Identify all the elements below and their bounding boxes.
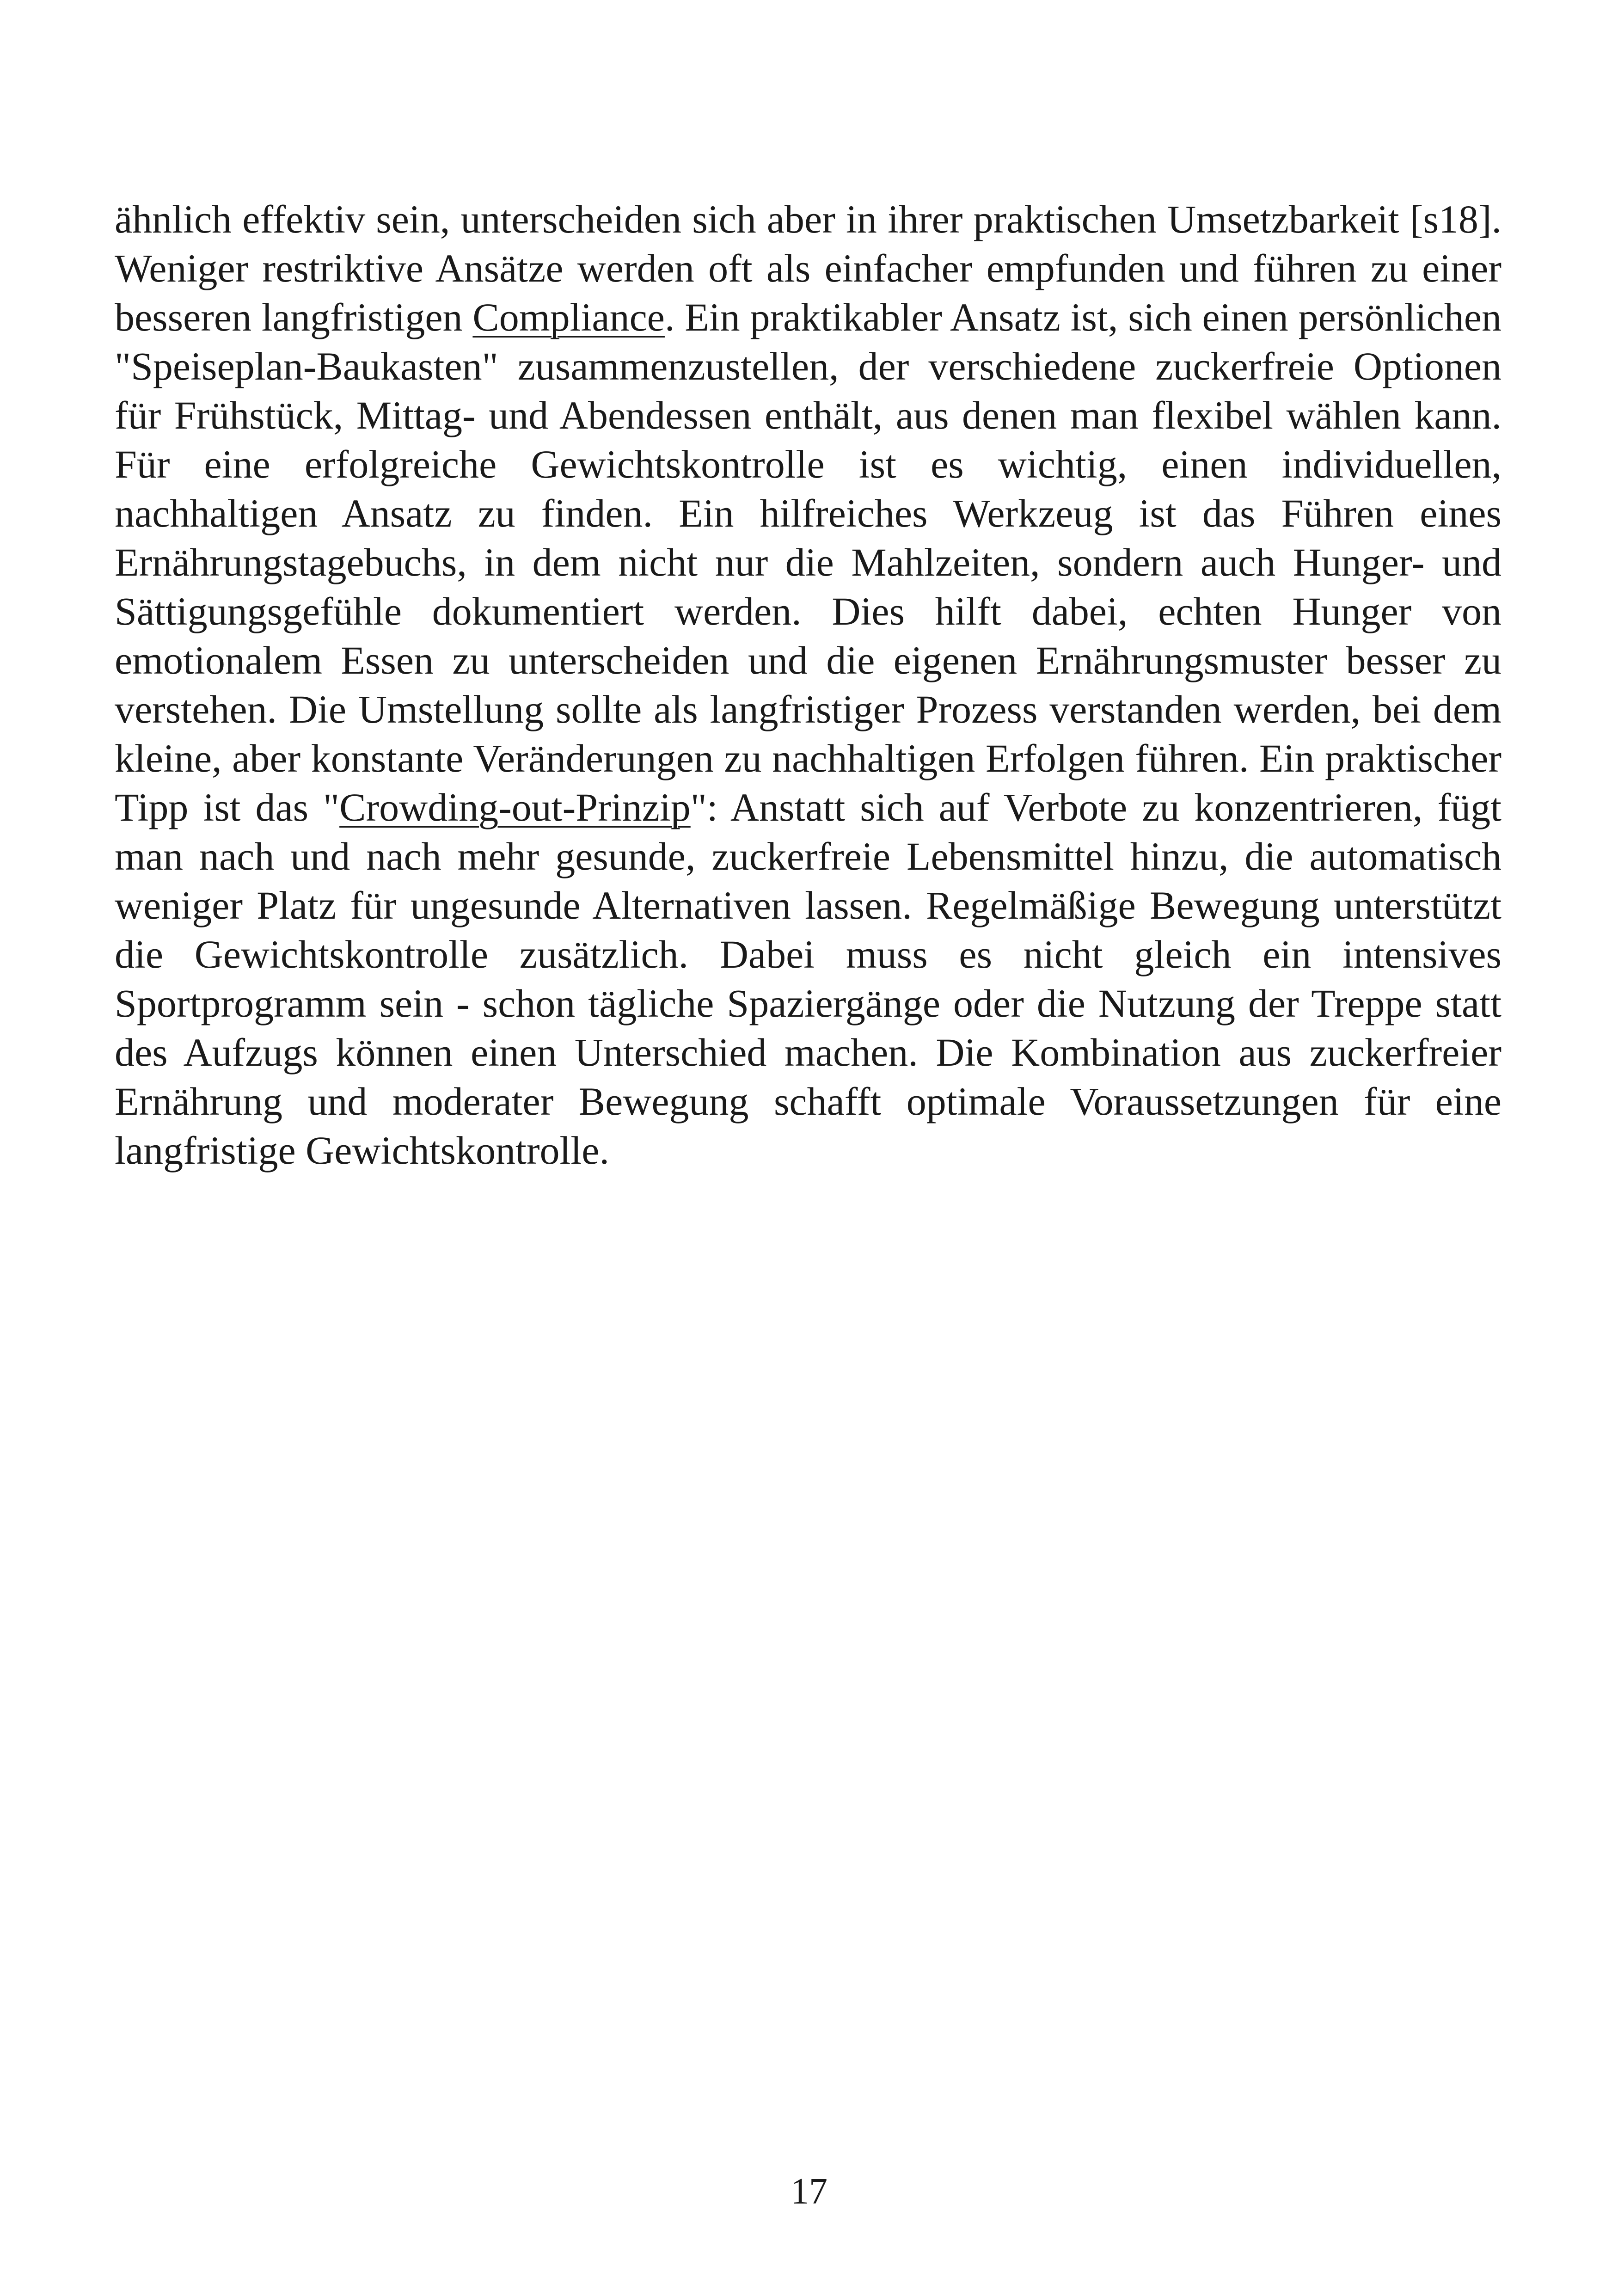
compliance-link[interactable]: Compliance [472, 295, 665, 339]
body-paragraph [115, 195, 1502, 1175]
paragraph-text-part-3: ": Anstatt sich auf Verbote zu konzentrieren, fügt man nach und nach mehr gesunde, zuckerfreie Lebensmittel hinzu, die automatisch weniger Platz für ungesunde Alternativen lassen. Regelmäßige Bewegung unterstützt die Gewichtskontrolle zusätzlich. Dabei muss es nicht gleich ein intensives Sportprogramm sein - schon tägliche Spaziergänge oder die Nutzung der Treppe statt des Aufzugs können einen Unterschied machen. Die Kombination aus zuckerfreier Ernährung und moderater Bewegung schafft optimale Voraussetzungen für eine langfristige Gewichtskontrolle. [115, 785, 1502, 1173]
paragraph-text-part-1: ähnlich effektiv sein, unterscheiden sich aber in ihrer praktischen Umsetzbarkeit [s18]. Weniger restriktive Ansätze werden oft als einfacher empfunden und führen zu einer besseren langfristigen [115, 197, 1502, 339]
crowding-out-link[interactable]: Crowding-out-Prinzip [339, 785, 691, 829]
page-number: 17 [791, 2171, 827, 2212]
paragraph-text-part-2: . Ein praktikabler Ansatz ist, sich einen persönlichen "Speiseplan-Baukasten" zusammenzustellen, der verschiedene zuckerfreie Optionen für Frühstück, Mittag- und Abendessen enthält, aus denen man flexibel wählen kann. Für eine erfolgreiche Gewichtskontrolle ist es wichtig, einen individuellen, nachhaltigen Ansatz zu finden. Ein hilfreiches Werkzeug ist das Führen eines Ernährungstagebuchs, in dem nicht nur die Mahlzeiten, sondern auch Hunger- und Sättigungsgefühle dokumentiert werden. Dies hilft dabei, echten Hunger von emotionalem Essen zu unterscheiden und die eigenen Ernährungsmuster besser zu verstehen. Die Umstellung sollte als langfristiger Prozess verstanden werden, bei dem kleine, aber konstante Veränderungen zu nachhaltigen Erfolgen führen. Ein praktischer Tipp ist das " [115, 295, 1502, 829]
